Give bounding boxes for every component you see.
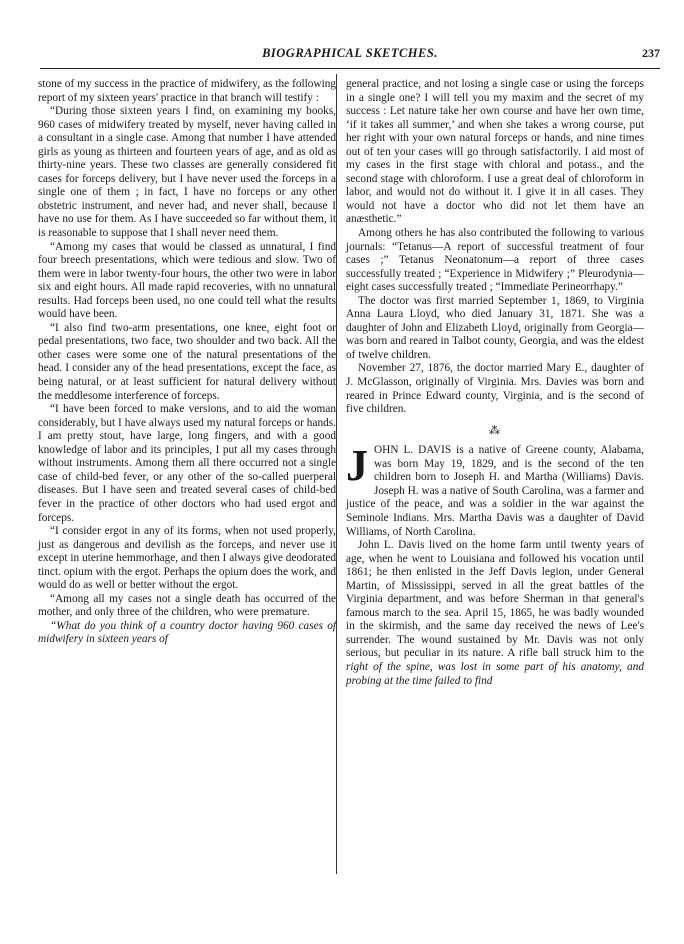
bio-first-paragraph: OHN L. DAVIS is a native of Greene county, Alabama, was born May 19, 1829, and is the second of the ten children born to Joseph H. and Martha (Williams) Davis. Joseph H. was a native of South Carolina, was a farmer and justice of the peace, and was a soldier in the war against the Seminole Indians. Mrs. Martha Davis was a daughter of David Williams, of North Carolina. xyxy=(346,444,644,538)
paragraph: “I have been forced to make versions, and to aid the woman considerably, but I have always used my natural forceps or hands. I am pretty stout, have large, long fingers, and with a good knowledge of labor and its principles, I put all my cases through without instruments. Among them all there occurred not a single case of child-bed fever, or any other of the so-called puerperal diseases. But I have seen and treated several cases of child-bed fever in the practice of other doctors who had used ergot and forceps. xyxy=(38,403,336,524)
drop-cap: J xyxy=(346,441,368,491)
column-divider xyxy=(336,74,337,874)
running-head: BIOGRAPHICAL SKETCHES. xyxy=(262,46,438,60)
paragraph: “What do you think of a country doctor having 960 cases of midwifery in sixteen years of xyxy=(38,619,336,646)
bio-paragraph-text: John L. Davis lived on the home farm until twenty years of age, when he went to Louisiana and followed his vocation until 1861; he then enlisted in the Jeff Davis legion, under General Martin, of Mississippi, served in all the great battles of the Virginia department, and was before Sherman in that general's famous march to the sea. April 15, 1865, he was badly wounded in the skirmish, and the same day received the news of Lee's surrender. The wound sustained by Mr. Davis was not only serious, but peculiar in its nature. A rifle ball struck him to the xyxy=(346,539,644,660)
biography-entry xyxy=(346,441,644,688)
left-column xyxy=(38,78,336,647)
page-number: 237 xyxy=(642,46,660,60)
bio-paragraph xyxy=(346,539,644,688)
page-header xyxy=(40,46,660,64)
paragraph: “Among all my cases not a single death has occurred of the mother, and only three of the children, who were premature. xyxy=(38,592,336,619)
bio-paragraph-italic: right of the spine, was lost in some part of his anatomy, and probing at the time failed to find xyxy=(346,660,644,687)
right-column xyxy=(346,78,644,688)
paragraph: “I consider ergot in any of its forms, when not used properly, just as dangerous and devilish as the forceps, and never use it except in uterine hemmorhage, and then I always give deodorated tinct. opium with the ergot. Perhaps the opium does the work, and would do as well or better without the ergot. xyxy=(38,525,336,592)
paragraph: stone of my success in the practice of midwifery, as the following report of my sixteen years' practice in that branch will testify : xyxy=(38,78,336,104)
paragraph: Among others he has also contributed the following to various journals: “Tetanus—A report of successful treatment of four cases ;” Tetanus Neonatonum—a report of three cases successfully treated ; “Experience in Midwifery ;” Pleurodynia—eight cases successfully treated ; “Immediate Perineorrhapy.” xyxy=(346,227,644,294)
paragraph: “During those sixteen years I find, on examining my books, 960 cases of midwifery treated by myself, never having called in a consultant in a single case. Among that number I have attended girls as young as thirteen and fourteen years of age, and as old as thirty-nine years. These two classes are generally considered fit cases for forceps delivery, but I have never used the forceps in a single one of them ; in fact, I have no forceps or any other obstetric instrument, and never had, and never shall, because I have no use for them. As I have succeeded so far without them, it is reasonable to suppose that I shall never need them. xyxy=(38,105,336,240)
header-rule xyxy=(40,68,660,69)
paragraph: The doctor was first married September 1, 1869, to Virginia Anna Laura Lloyd, who died January 31, 1871. She was a daughter of John and Elizabeth Lloyd, originally from Georgia—was born and reared in Talbot county, Georgia, and was the eldest of twelve children. xyxy=(346,294,644,361)
paragraph: “I also find two-arm presentations, one knee, eight foot or pedal presentations, two face, two shoulder and two back. All the other cases were some one of the natural presentations of the head. I consider any of the head presentations, except the face, as being natural, or at least sufficient for natural delivery without the meddlesome interference of forceps. xyxy=(38,321,336,402)
section-ornament: ⁂ xyxy=(489,424,501,437)
paragraph: general practice, and not losing a single case or using the forceps in a single one? I will tell you my maxim and the secret of my success : Let nature take her own course and have her own time, ‘if it takes all summer,’ and when she takes a wrong course, put her right with your own natural forceps or hands, and nine times out of ten your cases will go through satisfactorily. I aid most of my cases in the first stage with chloral and potass., and the second stage with chloroform. I use a great deal of chloroform in labor, and would not do without it. I give it in all cases. They would not have a doctor who did not let them have an anæsthetic.” xyxy=(346,78,644,226)
paragraph: “Among my cases that would be classed as unnatural, I find four breech presentations, which were tedious and slow. Two of them were in labor twenty-four hours, the other two were in labor six and eight hours. All made rapid recoveries, with no unnatural results. Had forceps been used, no one could tell what the results would have been. xyxy=(38,240,336,321)
paragraph: November 27, 1876, the doctor married Mary E., daughter of J. McGlasson, originally of Virginia. Mrs. Davies was born and reared in Prince Edward county, Virginia, and is the second of five children. xyxy=(346,362,644,416)
